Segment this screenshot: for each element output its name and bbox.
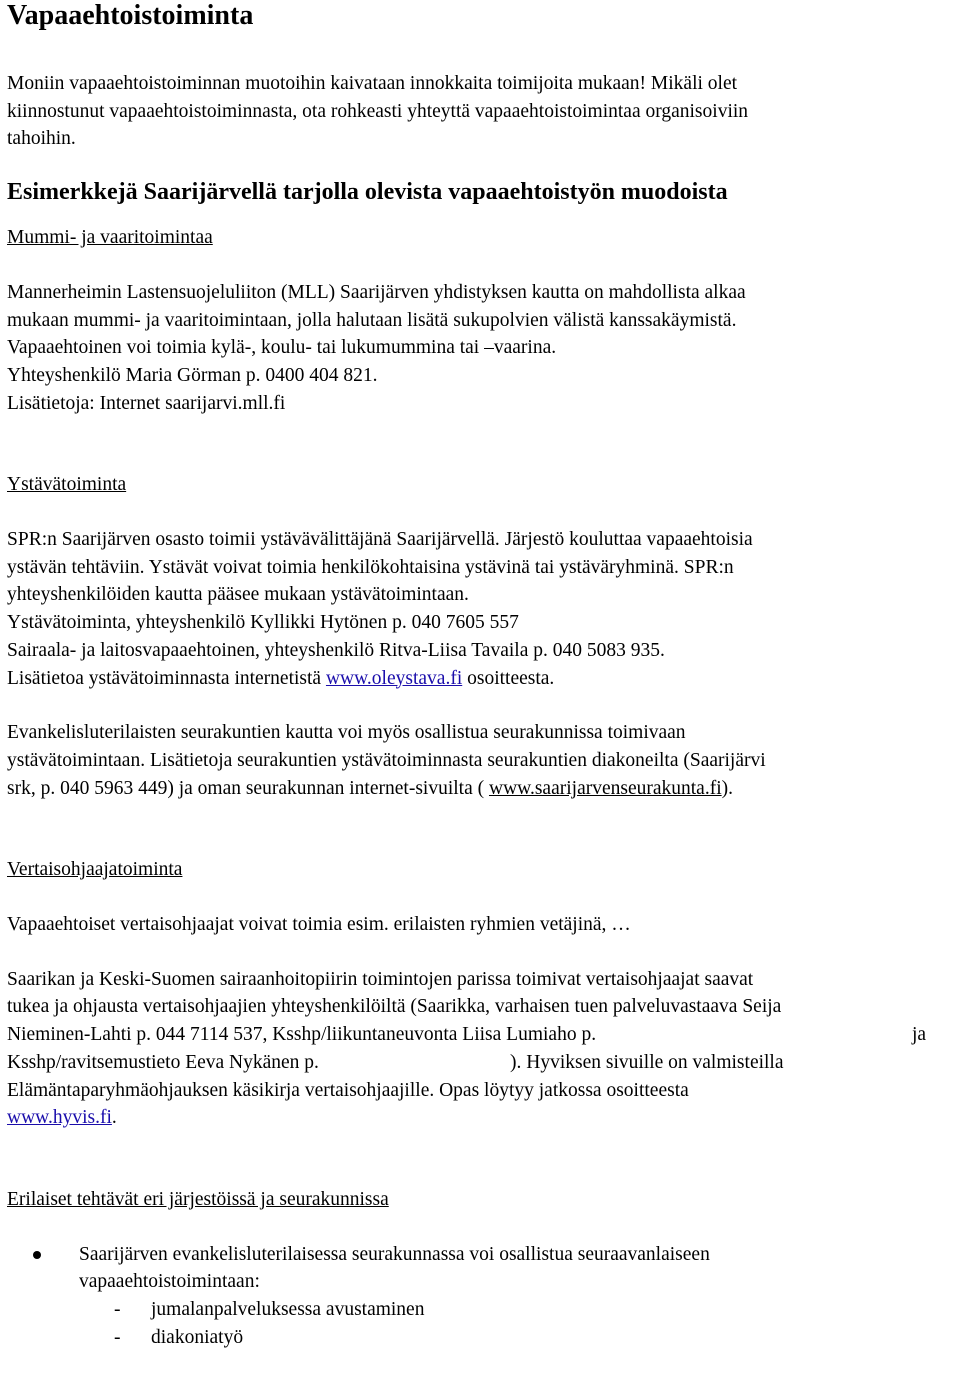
ystava-heading: Ystävätoiminta <box>7 474 127 496</box>
vertais-line: Elämäntaparyhmäohjauksen käsikirja vertaisohjaajille. Opas löytyy jatkossa osoitteesta <box>7 1079 689 1101</box>
vertais-heading: Vertaisohjaajatoiminta <box>7 859 183 881</box>
bullet-line: Saarijärven evankelisluterilaisessa seurakunnassa voi osallistua seuraavanlaiseen <box>79 1243 710 1265</box>
intro-line: kiinnostunut vapaaehtoistoiminnasta, ota rohkeasti yhteyttä vapaaehtoistoimintaa organisoiviin <box>7 100 749 122</box>
church-line: Evankelisluterilaisten seurakuntien kautta voi myös osallistua seurakunnissa toimivaan <box>7 722 686 744</box>
dash-item-text: diakoniatyö <box>151 1326 244 1348</box>
dash-marker: - <box>114 1326 121 1348</box>
ystava-paragraph <box>7 526 959 692</box>
ystava-link-line <box>7 665 959 693</box>
mummi-heading: Mummi- ja vaaritoimintaa <box>7 227 213 249</box>
vertais-link-line <box>7 1104 959 1132</box>
dash-item-text: jumalanpalveluksessa avustaminen <box>151 1299 425 1321</box>
church-paragraph <box>7 719 959 802</box>
mummi-contact: Yhteyshenkilö Maria Görman p. 0400 404 821. <box>7 364 378 386</box>
vertais-line3-right: ja <box>912 1024 927 1046</box>
vertais-line4-left: Ksshp/ravitsemustieto Eeva Nykänen p. <box>7 1051 319 1073</box>
page-title: Vapaaehtoistoiminta <box>7 0 254 31</box>
vertais-line: Saarikan ja Keski-Suomen sairaanhoitopiirin toimintojen parissa toimivat vertaisohjaajat saavat <box>7 968 754 990</box>
mummi-paragraph <box>7 279 959 418</box>
church-line: ystävätoimintaan. Lisätietoja seurakuntien ystävätoiminnasta seurakuntien diakoneilta (Saarijärvi <box>7 749 766 771</box>
dash-item <box>7 1324 959 1352</box>
vertais-line4-right: ). Hyviksen sivuille on valmisteilla <box>510 1051 784 1073</box>
intro-paragraph <box>7 70 959 153</box>
ystava-line: yhteyshenkilöiden kautta pääsee mukaan ystävätoimintaan. <box>7 584 469 606</box>
mummi-line: Mannerheimin Lastensuojeluliiton (MLL) Saarijärven yhdistyksen kautta on mahdollista alkaa <box>7 281 746 303</box>
mummi-line: Vapaaehtoinen voi toimia kylä-, koulu- tai lukumummina tai –vaarina. <box>7 337 557 359</box>
document-page <box>7 0 959 1352</box>
mummi-line: mukaan mummi- ja vaaritoimintaan, jolla halutaan lisätä sukupolvien välistä kanssakäymistä. <box>7 309 737 331</box>
hyvis-link[interactable]: www.hyvis.fi <box>7 1107 112 1129</box>
dash-marker: - <box>114 1299 121 1321</box>
bullet-item <box>7 1241 959 1296</box>
vertais-paragraph <box>7 966 959 1132</box>
seurakunta-link[interactable]: www.saarijarvenseurakunta.fi <box>488 777 722 799</box>
vertais-line3-left: Nieminen-Lahti p. 044 7114 537, Ksshp/liikuntaneuvonta Liisa Lumiaho p. <box>7 1024 597 1046</box>
vertais-line <box>7 1049 959 1077</box>
examples-heading: Esimerkkejä Saarijärvellä tarjolla olevista vapaaehtoistyön muodoista <box>7 179 728 206</box>
intro-line: Moniin vapaaehtoistoiminnan muotoihin kaivataan innokkaita toimijoita mukaan! Mikäli olet <box>7 73 738 94</box>
ystava-contact: Sairaala- ja laitosvapaaehtoinen, yhteyshenkilö Ritva-Liisa Tavaila p. 040 5083 935. <box>7 639 665 661</box>
church-link-post: ). <box>721 777 733 799</box>
vertais-line <box>7 1021 959 1049</box>
ystava-line: ystävän tehtäviin. Ystävät voivat toimia henkilökohtaisina ystävinä tai ystäväryhminä. SPR:n <box>7 556 734 578</box>
ystava-link-post: osoitteesta. <box>462 667 555 689</box>
ystava-line: SPR:n Saarijärven osasto toimii ystävävälittäjänä Saarijärvellä. Järjestö kouluttaa vapaaehtoisia <box>7 529 753 551</box>
intro-line: tahoihin. <box>7 128 76 150</box>
vertais-line: tukea ja ohjausta vertaisohjaajien yhteyshenkilöiltä (Saarikka, varhaisen tuen palveluvastaava Seija <box>7 996 782 1018</box>
church-link-line <box>7 775 959 803</box>
bullet-line: vapaaehtoistoimintaan: <box>79 1271 260 1293</box>
bullet-dot <box>33 1251 41 1259</box>
ystava-contact: Ystävätoiminta, yhteyshenkilö Kyllikki Hytönen p. 040 7605 557 <box>7 612 519 634</box>
oleystava-link[interactable]: www.oleystava.fi <box>325 667 463 689</box>
vertais-intro: Vapaaehtoiset vertaisohjaajat voivat toimia esim. erilaisten ryhmien vetäjinä, … <box>7 914 631 936</box>
dash-item <box>7 1296 959 1324</box>
church-link-pre: srk, p. 040 5963 449) ja oman seurakunnan internet-sivuilta ( <box>7 777 489 799</box>
ystava-link-pre: Lisätietoa ystävätoiminnasta internetistä <box>7 667 326 689</box>
hyvis-link-post: . <box>111 1107 117 1129</box>
mummi-info: Lisätietoja: Internet saarijarvi.mll.fi <box>7 392 286 414</box>
tehtavat-heading: Erilaiset tehtävät eri järjestöissä ja seurakunnissa <box>7 1188 389 1210</box>
